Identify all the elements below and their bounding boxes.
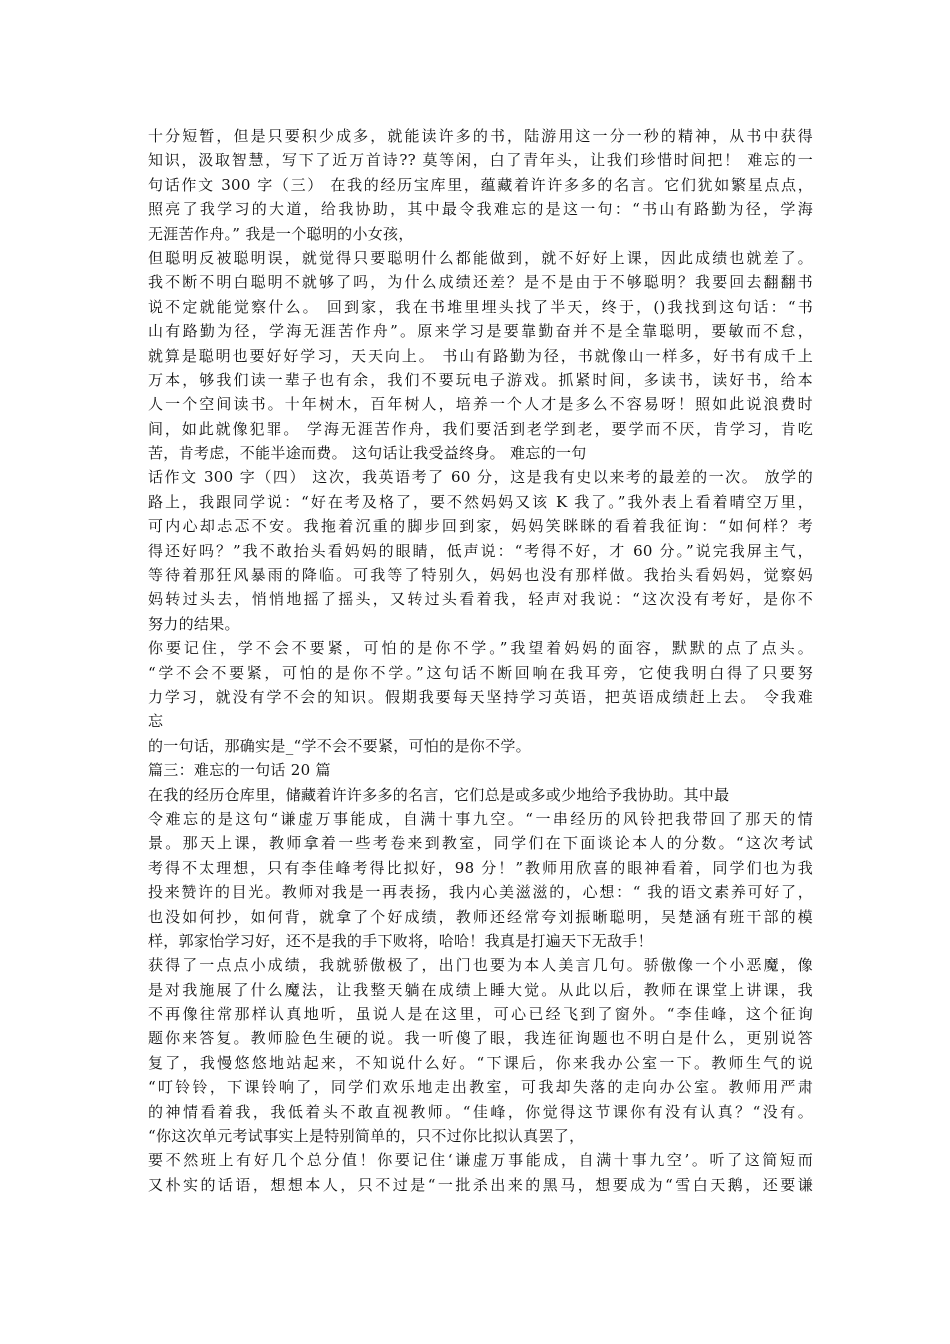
text-line: 山有路勤为径，学海无涯苦作舟”。原来学习是要靠勤奋并不是全靠聪明，要敏而不怠，	[148, 322, 813, 341]
text-line: 题你来答复。教师脸色生硬的说。我一听傻了眼，我连征询题也不明白是什么，更别说答	[148, 1029, 813, 1048]
text-line: 间，如此就像犯罪。 学海无涯苦作舟，我们要活到老学到老，要学而不厌，肯学习，肯吃	[148, 419, 813, 438]
text-line: 句话作文 300 字（三） 在我的经历宝库里，蕴藏着许许多多的名言。它们犹如繁星点点，	[148, 175, 813, 194]
text-line: 景。那天上课，教师拿着一些考卷来到教室，同学们在下面谈论本人的分数。“这次考试	[148, 834, 813, 853]
text-line: 要不然班上有好几个总分值！你要记住‘谦虚万事能成，自满十事九空’。听了这简短而	[148, 1151, 813, 1170]
text-line: 照亮了我学习的大道，给我协助，其中最令我难忘的是这一句：“书山有路勤为径，学海	[148, 200, 813, 219]
text-line: 的一句话，那确实是_“学不会不要紧，可怕的是你不学。	[148, 736, 531, 755]
text-line: 的神情看着我，我低着头不敢直视教师。“佳峰，你觉得这节课你有没有认真？“没有。	[148, 1102, 813, 1121]
text-line: 知识，汲取智慧，写下了近万首诗?? 莫等闲，白了青年头，让我们珍惜时间把！ 难忘的一	[148, 151, 813, 170]
text-line: 复了，我慢悠悠地站起来，不知说什么好。“下课后，你来我办公室一下。教师生气的说	[148, 1053, 813, 1072]
text-line: “学不会不要紧，可怕的是你不学。”这句话不断回响在我耳旁，它使我明白得了只要努	[148, 663, 813, 682]
text-line: “你这次单元考试事实上是特别简单的，只不过你比拟认真罢了，	[148, 1127, 585, 1146]
text-line: 话作文 300 字（四） 这次，我英语考了 60 分，这是我有史以来考的最差的一次。 放学的	[148, 468, 813, 487]
text-line: 不再像往常那样认真地听，虽说人是在这里，可心已经飞到了窗外。“李佳峰，这个征询	[148, 1005, 813, 1024]
text-line: 是对我施展了什么魔法，让我整天躺在成绩上睡大觉。从此以后，教师在课堂上讲课，我	[148, 980, 813, 999]
text-line: 在我的经历仓库里，储藏着许许多多的名言，它们总是或多或少地给予我协助。其中最	[148, 785, 730, 804]
text-line: 又朴实的话语，想想本人，只不过是“一批杀出来的黑马，想要成为“雪白天鹅，还要谦	[148, 1175, 813, 1194]
text-line: 忘	[148, 712, 164, 731]
text-line: 路上，我跟同学说：“好在考及格了，要不然妈妈又该 K 我了。”我外表上看着晴空万里，	[148, 492, 813, 511]
text-line: 苦，肯考虑，不能半途而费。 这句话让我受益终身。 难忘的一句	[148, 444, 587, 463]
text-line: 获得了一点点小成绩，我就骄傲极了，出门也要为本人美言几句。骄傲像一个小恶魔，像	[148, 956, 813, 975]
text-line: 投来赞许的目光。教师对我是一再表扬，我内心美滋滋的，心想：“ 我的语文素养可好了，	[148, 883, 813, 902]
text-line: 十分短暂，但是只要积少成多，就能读许多的书，陆游用这一分一秒的精神，从书中获得	[148, 127, 813, 145]
text-line: 你要记住，学不会不要紧，可怕的是你不学。”我望着妈妈的面容，默默的点了点头。	[148, 639, 813, 658]
text-line: 我不断不明白聪明不就够了吗，为什么成绩还差？是不是由于不够聪明？我要回去翻翻书	[148, 273, 813, 292]
article-body	[148, 124, 813, 1197]
text-line: 万本，够我们读一辈子也有余，我们不要玩电子游戏。抓紧时间，多读书，读好书，给本	[148, 370, 813, 389]
text-line: 得还好吗？”我不敢抬头看妈妈的眼睛，低声说：“考得不好，才 60 分。”说完我屏主气，	[148, 541, 813, 560]
text-line: 就算是聪明也要好好学习，天天向上。 书山有路勤为径，书就像山一样多，好书有成千上	[148, 346, 813, 365]
text-line: 说不定就能觉察什么。 回到家，我在书堆里埋头找了半天，终于，()我找到这句话：“书	[148, 297, 813, 316]
text-line: 但聪明反被聪明误，就觉得只要聪明什么都能做到，就不好好上课，因此成绩也就差了。	[148, 248, 813, 267]
text-line: 人一个空间读书。十年树木，百年树人，培养一个人才是多么不容易呀！照如此说浪费时	[148, 395, 813, 414]
text-line: 考得不太理想，只有李佳峰考得比拟好，98 分！”教师用欣喜的眼神看着，同学们也为我	[148, 858, 813, 877]
text-line: 令难忘的是这句“谦虚万事能成，自满十事九空。“一串经历的风铃把我带回了那天的情	[148, 809, 813, 828]
text-line: 力学习，就没有学不会的知识。假期我要每天坚持学习英语，把英语成绩赶上去。 令我难	[148, 687, 813, 706]
text-line: 篇三：难忘的一句话 20 篇	[148, 761, 331, 780]
text-line: 样，郭家怡学习好，还不是我的手下败将，哈哈！我真是打遍天下无敌手！	[148, 931, 653, 950]
text-line: “叮铃铃，下课铃响了，同学们欢乐地走出教室，可我却失落的走向办公室。教师用严肃	[148, 1078, 813, 1097]
text-line: 无涯苦作舟。” 我是一个聪明的小女孩，	[148, 224, 414, 243]
text-line: 等待着那狂风暴雨的降临。可我等了特别久，妈妈也没有那样做。我抬头看妈妈，觉察妈	[148, 566, 813, 585]
text-line: 也没如何抄，如何背，就拿了个好成绩，教师还经常夸刘振晰聪明，吴楚涵有班干部的模	[148, 907, 813, 926]
text-line: 努力的结果。	[148, 614, 240, 633]
text-line: 妈转过头去，悄悄地摇了摇头，又转过头看着我，轻声对我说：“这次没有考好，是你不	[148, 590, 813, 609]
text-line: 可内心却忐忑不安。我拖着沉重的脚步回到家，妈妈笑眯眯的看着我征询：“如何样？考	[148, 517, 813, 536]
